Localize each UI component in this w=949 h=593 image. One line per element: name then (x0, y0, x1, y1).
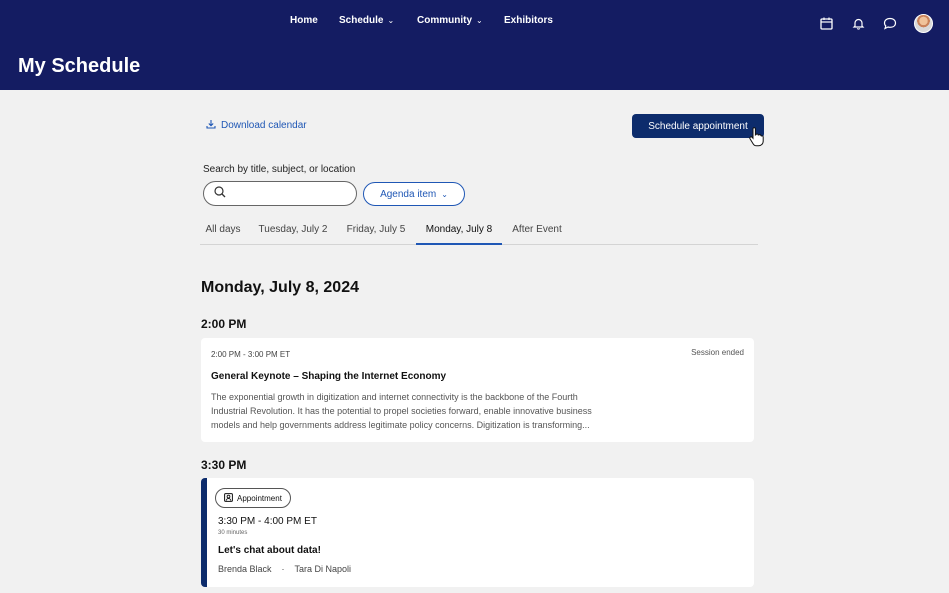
top-header (0, 0, 949, 90)
nav-home[interactable]: Home (290, 15, 318, 26)
session-card[interactable] (201, 338, 754, 442)
tab-tuesday-july-2[interactable]: Tuesday, July 2 (258, 224, 328, 235)
time-group-heading: 3:30 PM (201, 458, 247, 472)
attendee-name: Brenda Black (218, 564, 272, 574)
separator-dot: · (281, 564, 285, 574)
session-time-range: 2:00 PM - 3:00 PM ET (211, 350, 291, 359)
day-tabs (200, 218, 758, 245)
chevron-down-icon: ⌄ (441, 189, 448, 199)
session-title[interactable]: General Keynote – Shaping the Internet Economy (211, 371, 447, 382)
day-heading: Monday, July 8, 2024 (201, 279, 359, 296)
search-input[interactable] (232, 188, 352, 199)
nav-community[interactable]: Community ⌄ (417, 15, 483, 26)
chevron-down-icon: ⌄ (476, 16, 483, 25)
search-field (203, 181, 357, 206)
agenda-item-filter[interactable]: Agenda item ⌄ (363, 182, 465, 206)
bell-icon[interactable] (850, 16, 866, 32)
appointment-icon (224, 493, 233, 504)
time-group-heading: 2:00 PM (201, 317, 247, 331)
calendar-icon[interactable] (818, 16, 834, 32)
appointment-duration: 30 minutes (218, 530, 248, 536)
main-nav (0, 15, 949, 31)
download-calendar-link[interactable]: Download calendar (206, 119, 307, 132)
hand-cursor-icon (748, 127, 764, 152)
appointment-time-range: 3:30 PM - 4:00 PM ET (218, 516, 317, 527)
nav-schedule[interactable]: Schedule ⌄ (339, 15, 395, 26)
session-description: The exponential growth in digitization and internet connectivity is the backbone of the Fourth Industrial Revolution. It has the potential to propel societies forward, enable innovative business models and help governments address legitimate policy concerns. Digitization is transforming... (211, 392, 592, 430)
appointment-card[interactable] (201, 478, 754, 587)
appointment-title[interactable]: Let's chat about data! (218, 545, 321, 556)
chat-icon[interactable] (882, 16, 898, 32)
tab-after-event[interactable]: After Event (512, 224, 562, 235)
schedule-appointment-button[interactable]: Schedule appointment (632, 114, 764, 138)
search-label: Search by title, subject, or location (203, 164, 356, 175)
session-status: Session ended (691, 348, 744, 357)
appointment-attendees (218, 564, 351, 574)
tab-monday-july-8[interactable]: Monday, July 8 (416, 218, 502, 245)
tab-friday-july-5[interactable]: Friday, July 5 (346, 224, 406, 235)
avatar[interactable] (914, 14, 933, 33)
search-icon (214, 185, 226, 203)
download-icon (206, 119, 216, 132)
appointment-badge: Appointment (215, 488, 291, 508)
page-title: My Schedule (18, 55, 141, 77)
attendee-name: Tara Di Napoli (294, 564, 352, 574)
chevron-down-icon: ⌄ (387, 16, 395, 25)
nav-exhibitors[interactable]: Exhibitors (504, 15, 553, 26)
header-icons (818, 14, 933, 33)
tab-all-days[interactable]: All days (205, 224, 241, 235)
